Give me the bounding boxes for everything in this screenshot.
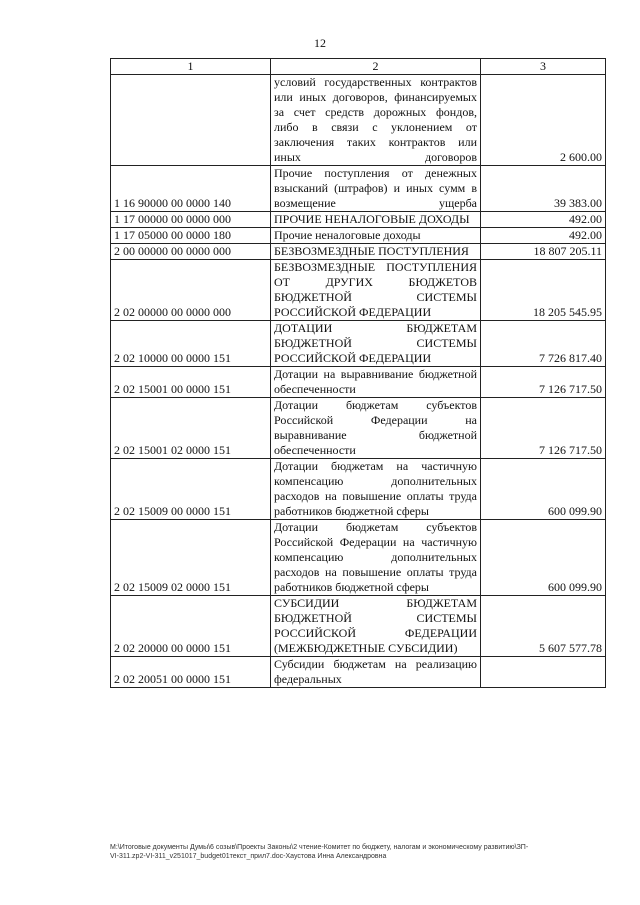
revenue-name: ПРОЧИЕ НЕНАЛОГОВЫЕ ДОХОДЫ [271,212,481,228]
revenue-amount: 39 383.00 [481,166,606,212]
table-row [111,321,606,367]
budget-code: 2 02 20051 00 0000 151 [111,657,271,688]
revenue-name: СУБСИДИИ БЮДЖЕТАМ БЮДЖЕТНОЙ СИСТЕМЫ РОССИЙСКОЙ ФЕДЕРАЦИИ (МЕЖБЮДЖЕТНЫЕ СУБСИДИИ) [271,596,481,657]
revenue-name: Субсидии бюджетам на реализацию федеральных [271,657,481,688]
revenue-name: Дотации бюджетам субъектов Российской Федерации на выравнивание бюджетной обеспеченности [271,398,481,459]
table-row [111,398,606,459]
table-row [111,166,606,212]
budget-code: 2 02 00000 00 0000 000 [111,260,271,321]
table-row [111,228,606,244]
revenue-name: Дотации бюджетам субъектов Российской Федерации на частичную компенсацию дополнительных расходов на повышение оплаты труда работников бюджетной сферы [271,520,481,596]
revenue-amount: 7 126 717.50 [481,398,606,459]
table-row [111,657,606,688]
column-header-3: 3 [481,59,606,75]
table-row [111,244,606,260]
budget-code: 2 02 10000 00 0000 151 [111,321,271,367]
budget-revenue-table [110,58,606,688]
revenue-name: БЕЗВОЗМЕЗДНЫЕ ПОСТУПЛЕНИЯ ОТ ДРУГИХ БЮДЖЕТОВ БЮДЖЕТНОЙ СИСТЕМЫ РОССИЙСКОЙ ФЕДЕРАЦИИ [271,260,481,321]
budget-code: 2 02 15009 00 0000 151 [111,459,271,520]
table-row [111,459,606,520]
revenue-amount: 492.00 [481,212,606,228]
table-row [111,212,606,228]
revenue-amount: 2 600.00 [481,75,606,166]
page-number: 12 [314,36,326,50]
revenue-amount: 18 205 545.95 [481,260,606,321]
budget-code: 1 17 00000 00 0000 000 [111,212,271,228]
revenue-name: Дотации на выравнивание бюджетной обеспеченности [271,367,481,398]
revenue-amount: 7 726 817.40 [481,321,606,367]
table-row [111,75,606,166]
budget-code: 1 17 05000 00 0000 180 [111,228,271,244]
document-footer-path: M:\Итоговые документы Думы\6 созыв\Проекты Законы\2 чтение-Комитет по бюджету, налогам и экономическому развитию\ЗП-VI-311.zp2-VI-311_v251017_budget01текст_прил7.doc-Хаустова Инна Александровна [110,844,529,860]
table-row [111,520,606,596]
revenue-amount: 5 607 577.78 [481,596,606,657]
revenue-name: ДОТАЦИИ БЮДЖЕТАМ БЮДЖЕТНОЙ СИСТЕМЫ РОССИЙСКОЙ ФЕДЕРАЦИИ [271,321,481,367]
table-row [111,260,606,321]
budget-code: 2 02 15001 02 0000 151 [111,398,271,459]
revenue-amount [481,657,606,688]
revenue-name: Прочие поступления от денежных взысканий (штрафов) и иных сумм в возмещение ущерба [271,166,481,212]
revenue-amount: 600 099.90 [481,459,606,520]
column-header-1: 1 [111,59,271,75]
revenue-name: Дотации бюджетам на частичную компенсацию дополнительных расходов на повышение оплаты труда работников бюджетной сферы [271,459,481,520]
revenue-name: Прочие неналоговые доходы [271,228,481,244]
budget-code: 1 16 90000 00 0000 140 [111,166,271,212]
budget-code: 2 02 20000 00 0000 151 [111,596,271,657]
revenue-amount: 492.00 [481,228,606,244]
column-header-2: 2 [271,59,481,75]
table-row [111,596,606,657]
budget-code: 2 02 15009 02 0000 151 [111,520,271,596]
table-header-row [111,59,606,75]
table-row [111,367,606,398]
budget-code: 2 02 15001 00 0000 151 [111,367,271,398]
revenue-name: условий государственных контрактов или иных договоров, финансируемых за счет средств дорожных фондов, либо в связи с уклонением от заключения таких контрактов или иных договоров [271,75,481,166]
budget-code [111,75,271,166]
revenue-name: БЕЗВОЗМЕЗДНЫЕ ПОСТУПЛЕНИЯ [271,244,481,260]
revenue-amount: 18 807 205.11 [481,244,606,260]
revenue-amount: 7 126 717.50 [481,367,606,398]
budget-code: 2 00 00000 00 0000 000 [111,244,271,260]
revenue-amount: 600 099.90 [481,520,606,596]
